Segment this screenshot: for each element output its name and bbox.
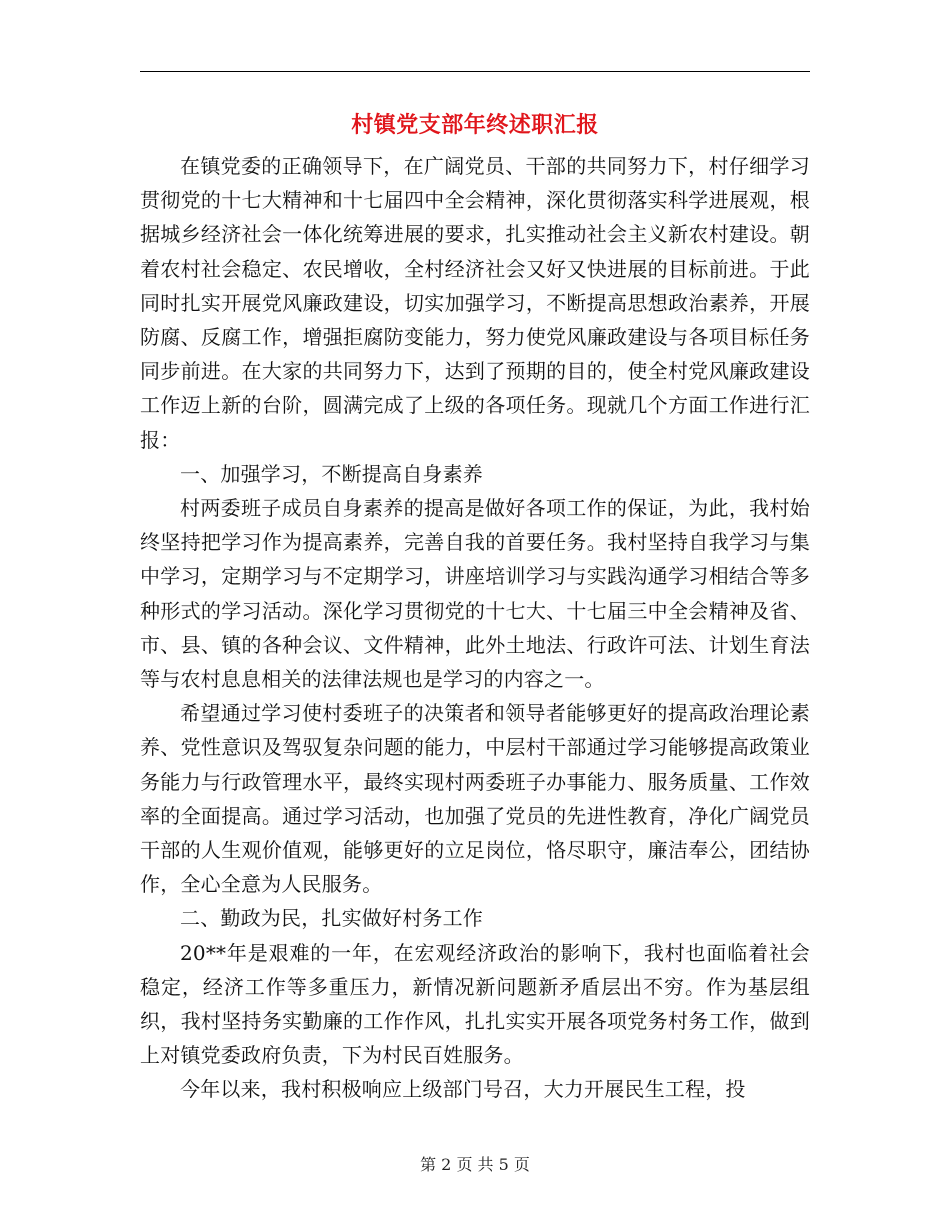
- paragraph-study-2: 希望通过学习使村委班子的决策者和领导者能够更好的提高政治理论素养、党性意识及驾驭复杂问题的能力，中层村干部通过学习能够提高政策业务能力与行政管理水平，最终实现村两委班子办事能力、服务质量、工作效率的全面提高。通过学习活动，也加强了党员的先进性教育，净化广阔党员干部的人生观价值观，能够更好的立足岗位，恪尽职守，廉洁奉公，团结协作，全心全意为人民服务。: [140, 701, 810, 897]
- paragraph-village-work-2: 今年以来，我村积极响应上级部门号召，大力开展民生工程，投: [180, 1077, 746, 1102]
- page-footer: 第 2 页 共 5 页: [420, 1155, 530, 1174]
- paragraph-study-1: 村两委班子成员自身素养的提高是做好各项工作的保证，为此，我村始终坚持把学习作为提高素养，完善自我的首要任务。我村坚持自我学习与集中学习，定期学习与不定期学习，讲座培训学习与实践沟通学习相结合等多种形式的学习活动。深化学习贯彻党的十七大、十七届三中全会精神及省、市、县、镇的各种会议、文件精神，此外土地法、行政许可法、计划生育法等与农村息息相关的法律法规也是学习的内容之一。: [140, 496, 810, 692]
- header-rule: [140, 71, 810, 72]
- paragraph-village-work-1: 20**年是艰难的一年，在宏观经济政治的影响下，我村也面临着社会稳定，经济工作等多重压力，新情况新问题新矛盾层出不穷。作为基层组织，我村坚持务实勤廉的工作作风，扎扎实实开展各项党务村务工作，做到上对镇党委政府负责，下为村民百姓服务。: [140, 940, 810, 1068]
- section-heading-2: 二、勤政为民，扎实做好村务工作: [180, 906, 483, 931]
- document-title: 村镇党支部年终述职汇报: [351, 112, 599, 138]
- section-heading-1: 一、加强学习，不断提高自身素养: [180, 461, 483, 486]
- paragraph-intro: 在镇党委的正确领导下，在广阔党员、干部的共同努力下，村仔细学习贯彻党的十七大精神和十七届四中全会精神，深化贯彻落实科学进展观，根据城乡经济社会一体化统筹进展的要求，扎实推动社会主义新农村建设。朝着农村社会稳定、农民增收，全村经济社会又好又快进展的目标前进。于此同时扎实开展党风廉政建设，切实加强学习，不断提高思想政治素养，开展防腐、反腐工作，增强拒腐防变能力，努力使党风廉政建设与各项目标任务同步前进。在大家的共同努力下，达到了预期的目的，使全村党风廉政建设工作迈上新的台阶，圆满完成了上级的各项任务。现就几个方面工作进行汇报：: [140, 154, 810, 452]
- document-body: [140, 149, 810, 1107]
